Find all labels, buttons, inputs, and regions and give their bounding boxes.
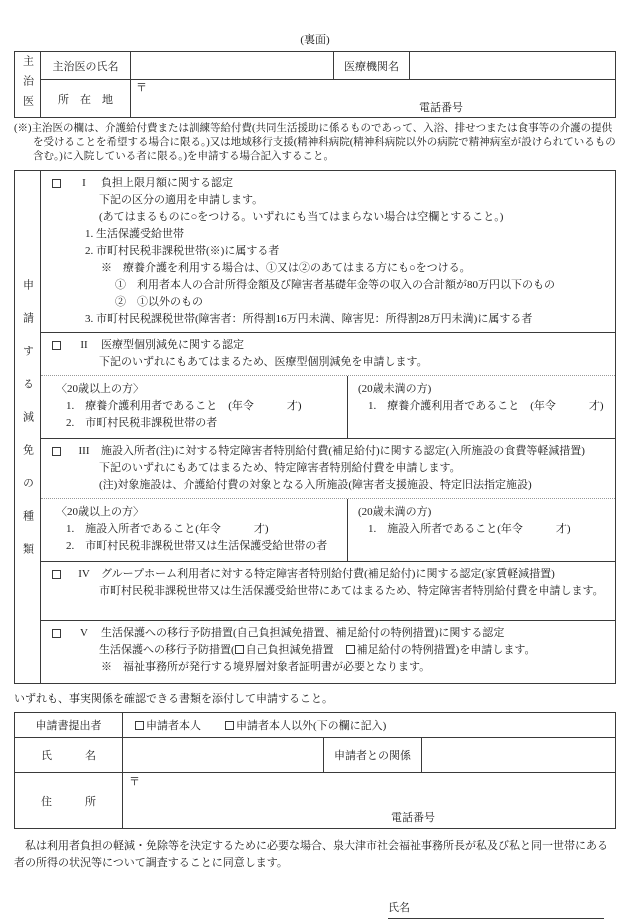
section-1-numeral: I: [82, 177, 86, 190]
applicant-address-label: 住 所: [15, 773, 123, 828]
doctor-name-label: 主治医の氏名: [41, 52, 131, 79]
applicant-address-field[interactable]: [123, 773, 615, 828]
option-self-label: 申請者本人: [146, 720, 201, 733]
section-1-circled-1: ① 利用者本人の合計所得金額及び障害者基礎年金等の収入の合計額が80万円以下のもの: [115, 279, 555, 292]
section-3-note: (注)対象施設は、介護給付費の対象となる入所施設(障害者支援施設、特定旧法指定施設): [99, 479, 532, 492]
section-1-item-1: 1. 生活保護受給世帯: [85, 228, 184, 241]
doctor-row-address: [41, 80, 615, 117]
section-4-checkbox[interactable]: [52, 570, 61, 579]
option-other: [225, 717, 386, 733]
section-1-desc-1: 下記の区分の適用を申請します。: [99, 194, 264, 207]
section-2-title: 医療型個別減免に関する認定: [101, 339, 244, 352]
minor-column-header: (20歳未満の方): [358, 383, 432, 396]
section-1-item-3: 3. 市町村民税課税世帯(障害者：所得割16万円未満、障害児：所得割28万円未満)に属する者: [85, 313, 533, 326]
section-2-adult-column: [41, 376, 348, 438]
doctor-row-name: [41, 52, 615, 80]
attachment-note: いずれも、事実関係を確認できる書類を添付して申請すること。: [14, 693, 333, 706]
applicant-name-label: 氏 名: [15, 738, 123, 772]
supplemental-benefit-checkbox[interactable]: [346, 645, 355, 654]
section-3-checkbox[interactable]: [52, 447, 61, 456]
exemption-vertical-cell: [15, 171, 41, 683]
minor-item-1: 1. 施設入所者であること(年令 才): [368, 523, 571, 536]
section-1-checkbox[interactable]: [52, 179, 61, 188]
option-self: [135, 717, 201, 733]
minor-item-1: 1. 療養介護利用者であること (年令 才): [368, 400, 604, 413]
adult-item-1: 1. 療養介護利用者であること (年令 才): [66, 400, 302, 413]
section-5-checkbox[interactable]: [52, 629, 61, 638]
self-pay-reduction-label: 自己負担減免措置: [245, 644, 334, 657]
submitter-options: [123, 713, 615, 737]
exemption-type-box: [14, 170, 616, 684]
section-1-circled-2: ② ①以外のもの: [115, 296, 203, 309]
apply-line-suffix: )を申請します。: [455, 644, 536, 657]
name-row: [15, 738, 615, 773]
applicant-table: [14, 712, 616, 829]
applicant-name-field[interactable]: [123, 738, 324, 772]
address-label: 所 在 地: [41, 80, 131, 117]
exemption-sections: [41, 171, 615, 683]
section-5: [41, 621, 615, 683]
signature-label: 氏名: [388, 902, 410, 915]
adult-item-1: 1. 施設入所者であること(年令 才): [66, 523, 269, 536]
section-5-title: 生活保護への移行予防措置(自己負担減免措置、補足給付の特例措置)に関する認定: [101, 627, 505, 640]
apply-line-prefix: 生活保護への移行予防措置(: [99, 644, 235, 657]
section-3-adult-column: [41, 499, 348, 561]
section-2-age-box: [41, 375, 615, 438]
section-2: [41, 333, 615, 439]
section-4: [41, 562, 615, 621]
postal-mark: 〒: [129, 776, 140, 789]
institution-label: 医療機関名: [334, 52, 410, 79]
adult-item-2: 2. 市町村民税非課税世帯の者: [66, 417, 218, 430]
doctor-table-main: [41, 52, 615, 117]
doctor-vertical-cell: [15, 52, 41, 117]
self-pay-reduction-checkbox[interactable]: [235, 645, 244, 654]
section-1-item-2: 2. 市町村民税非課税世帯(※)に属する者: [85, 245, 280, 258]
doctor-name-field[interactable]: [131, 52, 334, 79]
submitter-label: 申請書提出者: [15, 713, 123, 737]
other-checkbox[interactable]: [225, 721, 234, 730]
section-2-minor-column: [348, 376, 615, 438]
section-4-numeral: IV: [78, 568, 90, 581]
relation-field[interactable]: [422, 738, 615, 772]
section-1-desc-2: (あてはまるものに○をつける。いずれにも当てはまらない場合は空欄とすること。): [99, 211, 504, 224]
relation-label: 申請者との関係: [324, 738, 422, 772]
section-2-numeral: II: [80, 339, 88, 352]
section-3-desc: 下記のいずれにもあてはまるため、特定障害者特別給付費を申請します。: [99, 462, 461, 475]
section-5-numeral: V: [80, 627, 88, 640]
institution-field[interactable]: [410, 52, 615, 79]
section-5-note: ※ 福祉事務所が発行する境界層対象者証明書が必要となります。: [101, 661, 431, 674]
phone-label: 電話番号: [391, 812, 435, 825]
section-2-checkbox[interactable]: [52, 341, 61, 350]
consent-statement: 私は利用者負担の軽減・免除等を決定するために必要な場合、泉大津市社会福祉事務所長が私及び私と同一世帯にある者の所得の状況等について調査することに同意します。: [14, 840, 608, 870]
section-3: [41, 439, 615, 562]
section-3-numeral: III: [78, 445, 90, 458]
exemption-vertical-label: 申請する減免の種類: [21, 278, 34, 576]
submitter-row: [15, 713, 615, 738]
adult-item-2: 2. 市町村民税非課税世帯又は生活保護受給世帯の者: [66, 540, 328, 553]
address-field[interactable]: [131, 80, 615, 117]
doctor-note: (※)主治医の欄は、介護給付費または訓練等給付費(共同生活援助に係るものであって、入浴、排せつまたは食事等の介護の提供を受けることを希望する場合に限る。)又は地域移行支援(精神科病院(精神科病院以外の病院で精神病室が設けられているもの含む。)に入院している者に限る。)を申請する場合記入すること。: [14, 123, 616, 162]
minor-column-header: (20歳未満の方): [358, 506, 432, 519]
section-4-desc: 市町村民税非課税世帯又は生活保護受給世帯にあてはまるため、特定障害者特別給付費を申請します。: [99, 585, 604, 598]
section-2-desc: 下記のいずれにもあてはまるため、医療型個別減免を申請します。: [99, 356, 428, 369]
adult-column-header: 〈20歳以上の方〉: [56, 506, 144, 519]
adult-column-header: 〈20歳以上の方〉: [56, 383, 144, 396]
section-1-note: ※ 療養介護を利用する場合は、①又は②のあてはまる方にも○をつける。: [101, 262, 471, 275]
section-3-title: 施設入所者(注)に対する特定障害者特別給付費(補足給付)に関する認定(入所施設の食費等軽減措置): [101, 445, 585, 458]
doctor-table: [14, 51, 616, 118]
postal-mark: 〒: [136, 82, 147, 94]
self-checkbox[interactable]: [135, 721, 144, 730]
page-title: (裏面): [300, 34, 330, 46]
section-3-minor-column: [348, 499, 615, 561]
address-row: [15, 773, 615, 828]
section-1-title: 負担上限月額に関する認定: [101, 177, 233, 190]
signature-line[interactable]: [388, 899, 604, 919]
doctor-vertical-label: 主治医: [21, 54, 34, 115]
option-other-label: 申請者本人以外(下の欄に記入): [236, 720, 387, 733]
section-1: [41, 171, 615, 333]
section-3-age-box: [41, 498, 615, 561]
supplemental-benefit-label: 補足給付の特例措置: [356, 644, 456, 657]
section-5-apply-line: [41, 642, 615, 659]
section-4-title: グループホーム利用者に対する特定障害者特別給付費(補足給付)に関する認定(家賃軽減措置): [101, 568, 555, 581]
phone-label: 電話番号: [419, 102, 463, 114]
